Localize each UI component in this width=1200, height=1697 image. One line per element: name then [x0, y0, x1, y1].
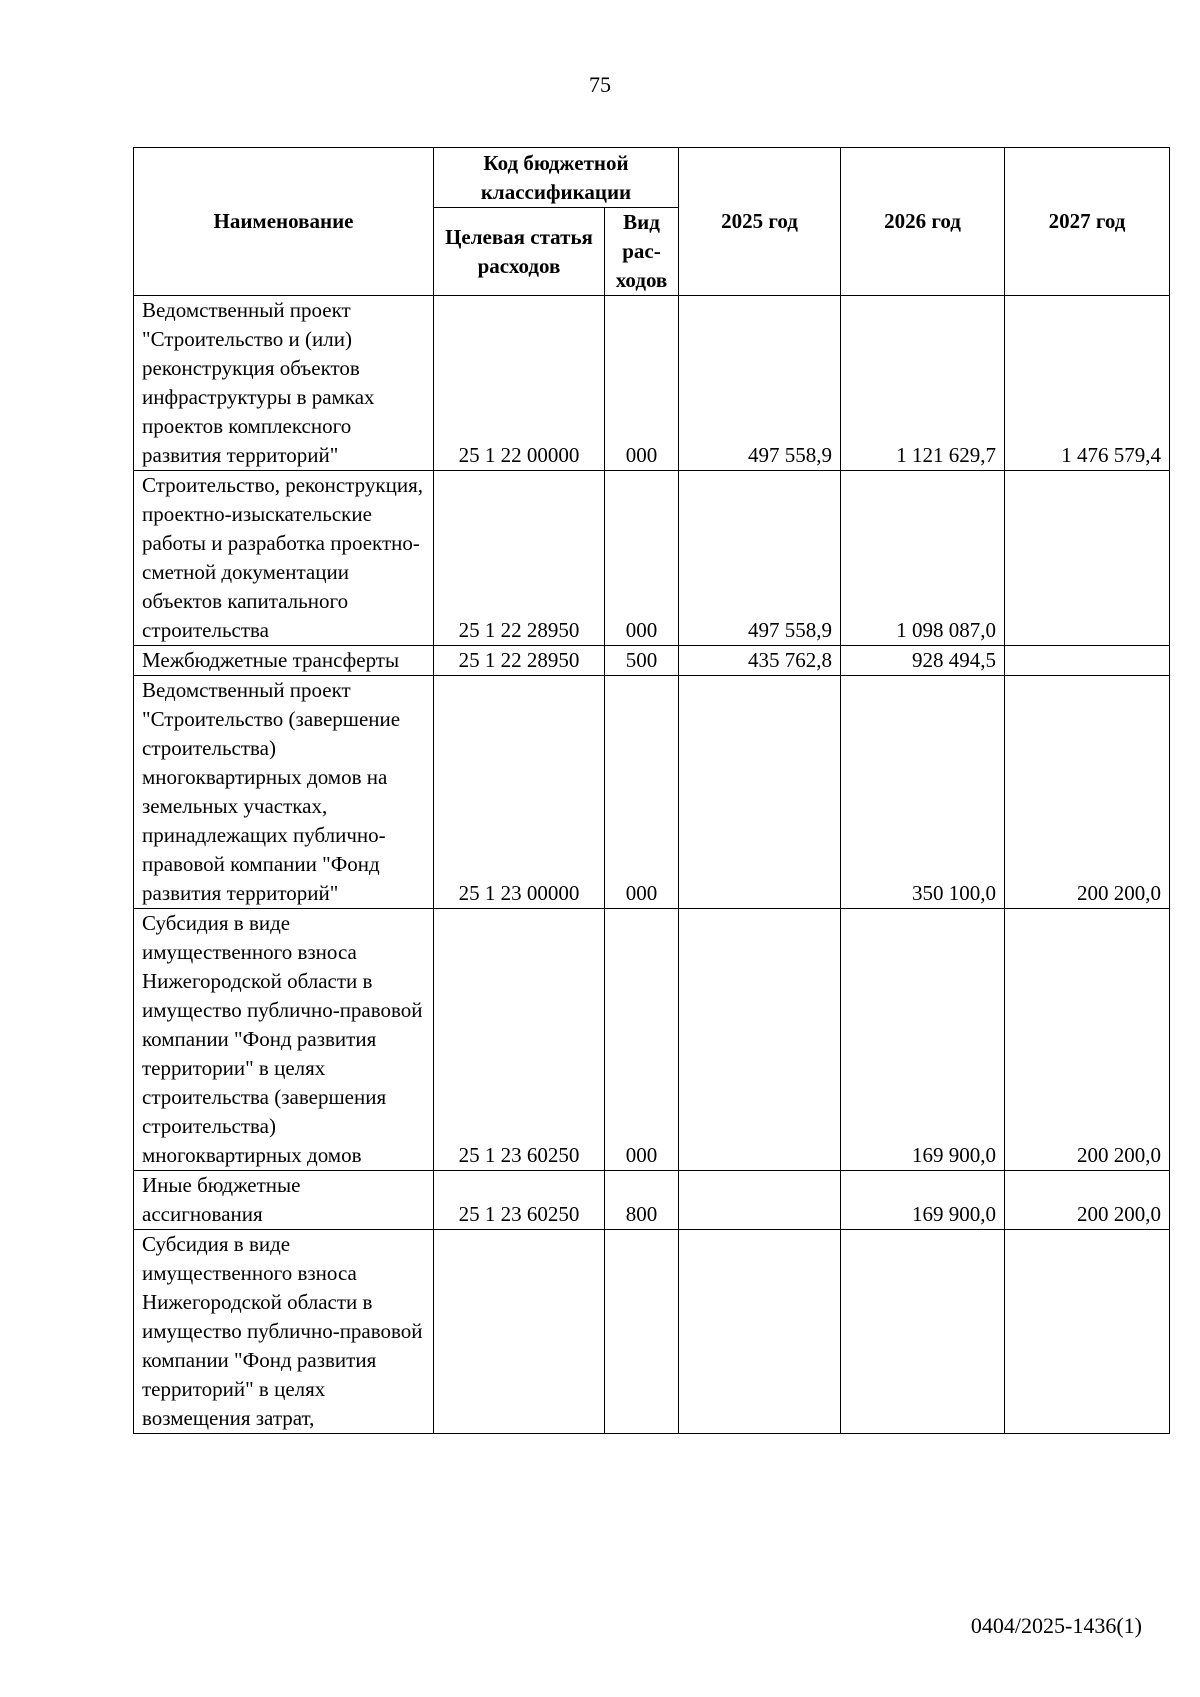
row-type: 800	[605, 1171, 679, 1230]
row-2025	[679, 1230, 841, 1434]
header-name: Наименование	[134, 148, 434, 296]
row-2026: 928 494,5	[841, 646, 1005, 676]
budget-table	[133, 147, 1170, 1434]
row-target: 25 1 23 00000	[434, 676, 605, 909]
row-2027	[1005, 646, 1170, 676]
header-2027: 2027 год	[1005, 148, 1170, 296]
table-row	[134, 471, 1170, 646]
row-target: 25 1 22 00000	[434, 296, 605, 471]
row-type: 000	[605, 296, 679, 471]
row-2027: 1 476 579,4	[1005, 296, 1170, 471]
row-2027	[1005, 471, 1170, 646]
header-2025: 2025 год	[679, 148, 841, 296]
row-type: 500	[605, 646, 679, 676]
row-2026	[841, 1230, 1005, 1434]
row-type: 000	[605, 909, 679, 1171]
document-code: 0404/2025-1436(1)	[970, 1613, 1142, 1638]
row-name: Ведомственный проект "Строительство (завершение строительства) многоквартирных домов на земельных участках, принадлежащих публично-правовой компании "Фонд развития территорий"	[134, 676, 434, 909]
row-type: 000	[605, 471, 679, 646]
row-2027: 200 200,0	[1005, 909, 1170, 1171]
row-2027: 200 200,0	[1005, 676, 1170, 909]
row-2026: 169 900,0	[841, 909, 1005, 1171]
row-2026: 1 098 087,0	[841, 471, 1005, 646]
header-type: Вид рас-ходов	[605, 208, 679, 296]
row-target: 25 1 23 60250	[434, 1171, 605, 1230]
row-2025	[679, 676, 841, 909]
row-2027	[1005, 1230, 1170, 1434]
header-code-group: Код бюджетной классификации	[434, 148, 679, 208]
table-row	[134, 909, 1170, 1171]
table-row	[134, 296, 1170, 471]
table-header	[134, 148, 1170, 296]
row-2025	[679, 909, 841, 1171]
table-body	[134, 296, 1170, 1434]
row-name: Ведомственный проект "Строительство и (или) реконструкция объектов инфраструктуры в рамках проектов комплексного развития территорий"	[134, 296, 434, 471]
row-name: Строительство, реконструкция, проектно-изыскательские работы и разработка проектно-сметной документации объектов капитального строительства	[134, 471, 434, 646]
row-target	[434, 1230, 605, 1434]
row-name: Субсидия в виде имущественного взноса Нижегородской области в имущество публично-правовой компании "Фонд развития территории" в целях строительства (завершения строительства) многоквартирных домов	[134, 909, 434, 1171]
header-2026: 2026 год	[841, 148, 1005, 296]
row-target: 25 1 22 28950	[434, 471, 605, 646]
row-target: 25 1 22 28950	[434, 646, 605, 676]
row-type: 000	[605, 676, 679, 909]
row-target: 25 1 23 60250	[434, 909, 605, 1171]
row-type	[605, 1230, 679, 1434]
row-2025	[679, 1171, 841, 1230]
table-row	[134, 1230, 1170, 1434]
page-number: 75	[589, 72, 611, 97]
row-2026: 169 900,0	[841, 1171, 1005, 1230]
row-name: Иные бюджетные ассигнования	[134, 1171, 434, 1230]
row-name: Межбюджетные трансферты	[134, 646, 434, 676]
row-name: Субсидия в виде имущественного взноса Нижегородской области в имущество публично-правовой компании "Фонд развития территорий" в целях возмещения затрат,	[134, 1230, 434, 1434]
row-2026: 1 121 629,7	[841, 296, 1005, 471]
row-2025: 435 762,8	[679, 646, 841, 676]
row-2025: 497 558,9	[679, 471, 841, 646]
row-2027: 200 200,0	[1005, 1171, 1170, 1230]
row-2025: 497 558,9	[679, 296, 841, 471]
table-row	[134, 1171, 1170, 1230]
row-2026: 350 100,0	[841, 676, 1005, 909]
header-target: Целевая статья расходов	[434, 208, 605, 296]
table-row	[134, 676, 1170, 909]
table-row	[134, 646, 1170, 676]
